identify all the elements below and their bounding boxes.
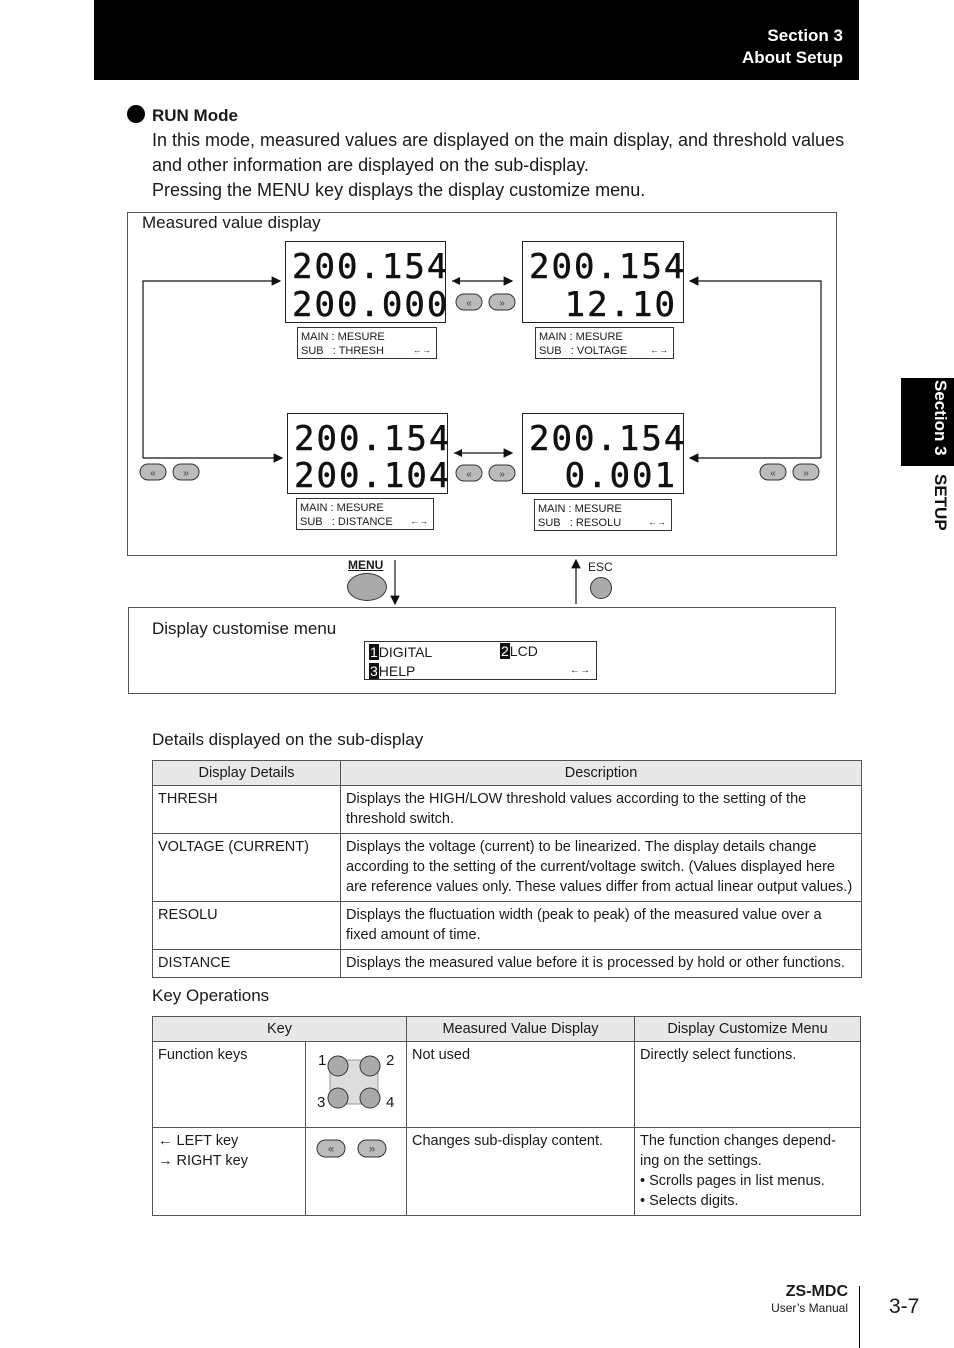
key-number-3: 3 <box>317 1094 326 1111</box>
menu-item-number: 2 <box>501 643 509 659</box>
key-operations-heading: Key Operations <box>152 986 270 1005</box>
menu-item-lcd[interactable] <box>500 642 538 660</box>
cell-name: DISTANCE <box>153 950 341 978</box>
key-number-1: 1 <box>318 1052 327 1069</box>
svg-text:»: » <box>499 298 505 309</box>
key-number-4: 4 <box>386 1094 395 1111</box>
left-key-label: ← LEFT key <box>158 1133 239 1149</box>
left-right-keys-icon <box>139 462 201 482</box>
run-mode-line-1: In this mode, measured values are displayed on the main display, and threshold values <box>152 130 845 150</box>
caption-line-main: MAIN : MESURE <box>538 503 622 515</box>
run-mode-heading: RUN Mode <box>152 106 238 125</box>
cell-desc: Displays the HIGH/LOW threshold values according to the setting of the threshold switch. <box>341 786 862 834</box>
page-number: 3-7 <box>889 1295 920 1318</box>
column-header: Display Details <box>153 761 341 786</box>
caption-line-main: MAIN : MESURE <box>301 331 385 343</box>
display-caption-voltage <box>535 327 674 359</box>
table-row <box>153 902 862 950</box>
caption-line-main: MAIN : MESURE <box>539 331 623 343</box>
cell-name: THRESH <box>153 786 341 834</box>
svg-text:»: » <box>368 1143 376 1156</box>
table-row <box>153 950 862 978</box>
caption-line-sub: SUB : THRESH <box>301 345 384 357</box>
desc-line: ing on the settings. <box>640 1153 762 1169</box>
lcd-sub-value: 200.104 <box>294 456 447 493</box>
left-right-keys-icon <box>306 1128 406 1168</box>
caption-line-sub: SUB : DISTANCE <box>300 516 393 528</box>
footer-manual: User’s Manual <box>771 1301 848 1315</box>
menu-item-label: HELP <box>378 663 416 679</box>
measured-value-label: Measured value display <box>142 213 321 232</box>
run-mode-line-2: and other information are displayed on the sub-display. <box>152 155 589 175</box>
lcd-sub-value: 200.000 <box>292 285 445 322</box>
svg-text:»: » <box>499 469 505 480</box>
display-caption-resolu <box>534 499 672 531</box>
svg-text:«: « <box>770 468 776 479</box>
svg-text:»: » <box>183 468 189 479</box>
svg-text:«: « <box>327 1143 335 1156</box>
sub-display-heading: Details displayed on the sub-display <box>152 730 424 749</box>
menu-item-number: 1 <box>370 644 378 660</box>
caption-line-sub: SUB : VOLTAGE <box>539 345 628 357</box>
cell-measured-value: Not used <box>407 1042 635 1128</box>
lcd-display-thresh <box>285 241 446 323</box>
footer-product: ZS-MDC <box>785 1283 848 1300</box>
arrow-keys-image <box>306 1128 407 1216</box>
lcd-main-value: 200.154 <box>529 419 683 459</box>
left-right-keys-icon <box>759 462 821 482</box>
lcd-display-voltage <box>522 241 684 323</box>
customise-menu-label: Display customise menu <box>152 619 337 638</box>
customise-menu-lcd <box>364 641 597 680</box>
side-tab-section: Section 3 <box>931 380 950 456</box>
key-operations-table <box>152 1016 861 1216</box>
function-keys-image <box>306 1042 407 1128</box>
svg-text:»: » <box>803 468 809 479</box>
svg-text:«: « <box>466 469 472 480</box>
lcd-main-value: 200.154 <box>529 247 683 287</box>
cell-measured-value: Changes sub-display content. <box>407 1128 635 1216</box>
lcd-main-value: 200.154 <box>292 247 445 287</box>
run-mode-line-3: Pressing the MENU key displays the display customize menu. <box>152 180 646 200</box>
key-number-2: 2 <box>386 1052 395 1069</box>
right-key-label: → RIGHT key <box>158 1153 248 1169</box>
cell-name: VOLTAGE (CURRENT) <box>153 834 341 902</box>
table-row <box>153 834 862 902</box>
menu-item-label: LCD <box>509 643 538 659</box>
cell-desc: Displays the voltage (current) to be linearized. The display details change according to the setting of the current/voltage switch. (Values displayed here are reference values only. These values differ from actual linear output values.) <box>341 834 862 902</box>
display-caption-distance <box>296 498 434 530</box>
cell-customize-menu <box>635 1128 861 1216</box>
left-right-keys-icon <box>455 292 517 312</box>
menu-item-label: DIGITAL <box>378 644 433 660</box>
menu-key-label: MENU <box>348 558 384 572</box>
column-header: Key <box>153 1017 407 1042</box>
display-caption-thresh <box>297 327 437 359</box>
desc-line: • Selects digits. <box>640 1193 739 1209</box>
header-title: About Setup <box>741 48 843 67</box>
desc-line: • Scrolls pages in list menus. <box>640 1173 825 1189</box>
desc-line: The function changes depend- <box>640 1133 836 1149</box>
sub-display-table <box>152 760 862 978</box>
table-row <box>153 1128 861 1216</box>
cell-customize-menu: Directly select functions. <box>635 1042 861 1128</box>
menu-item-help[interactable] <box>369 662 415 680</box>
cell-name: RESOLU <box>153 902 341 950</box>
table-header-row <box>153 761 862 786</box>
svg-text:«: « <box>150 468 156 479</box>
cell-desc: Displays the fluctuation width (peak to peak) of the measured value over a fixed amount of time. <box>341 902 862 950</box>
table-row <box>153 1042 861 1128</box>
scroll-arrows-icon: ←→ <box>650 345 668 355</box>
scroll-arrows-icon: ←→ <box>413 345 431 355</box>
lcd-sub-value: 0.001 <box>564 456 677 493</box>
footer-divider <box>859 1286 860 1348</box>
scroll-arrows-icon: ←→ <box>570 665 590 676</box>
lcd-main-value: 200.154 <box>294 419 447 459</box>
esc-key-button[interactable] <box>590 577 612 599</box>
column-header: Description <box>341 761 862 786</box>
scroll-arrows-icon: ←→ <box>648 517 666 527</box>
caption-line-sub: SUB : RESOLU <box>538 517 622 529</box>
table-row <box>153 786 862 834</box>
side-tab-label: SETUP <box>931 474 950 532</box>
svg-text:«: « <box>466 298 472 309</box>
column-header: Measured Value Display <box>407 1017 635 1042</box>
scroll-arrows-icon: ←→ <box>410 516 428 526</box>
menu-item-digital[interactable] <box>369 643 432 661</box>
menu-item-number: 3 <box>370 663 378 679</box>
esc-key-label: ESC <box>588 560 613 574</box>
cell-key <box>153 1128 306 1216</box>
cell-desc: Displays the measured value before it is processed by hold or other functions. <box>341 950 862 978</box>
menu-key-button[interactable] <box>347 573 387 601</box>
header-section: Section 3 <box>767 26 843 45</box>
column-header: Display Customize Menu <box>635 1017 861 1042</box>
lcd-display-distance <box>287 413 448 494</box>
caption-line-main: MAIN : MESURE <box>300 502 384 514</box>
cell-key: Function keys <box>153 1042 306 1128</box>
left-right-keys-icon <box>455 463 517 483</box>
lcd-sub-value: 12.10 <box>564 285 677 322</box>
lcd-display-resolu <box>522 413 684 494</box>
table-header-row <box>153 1017 861 1042</box>
